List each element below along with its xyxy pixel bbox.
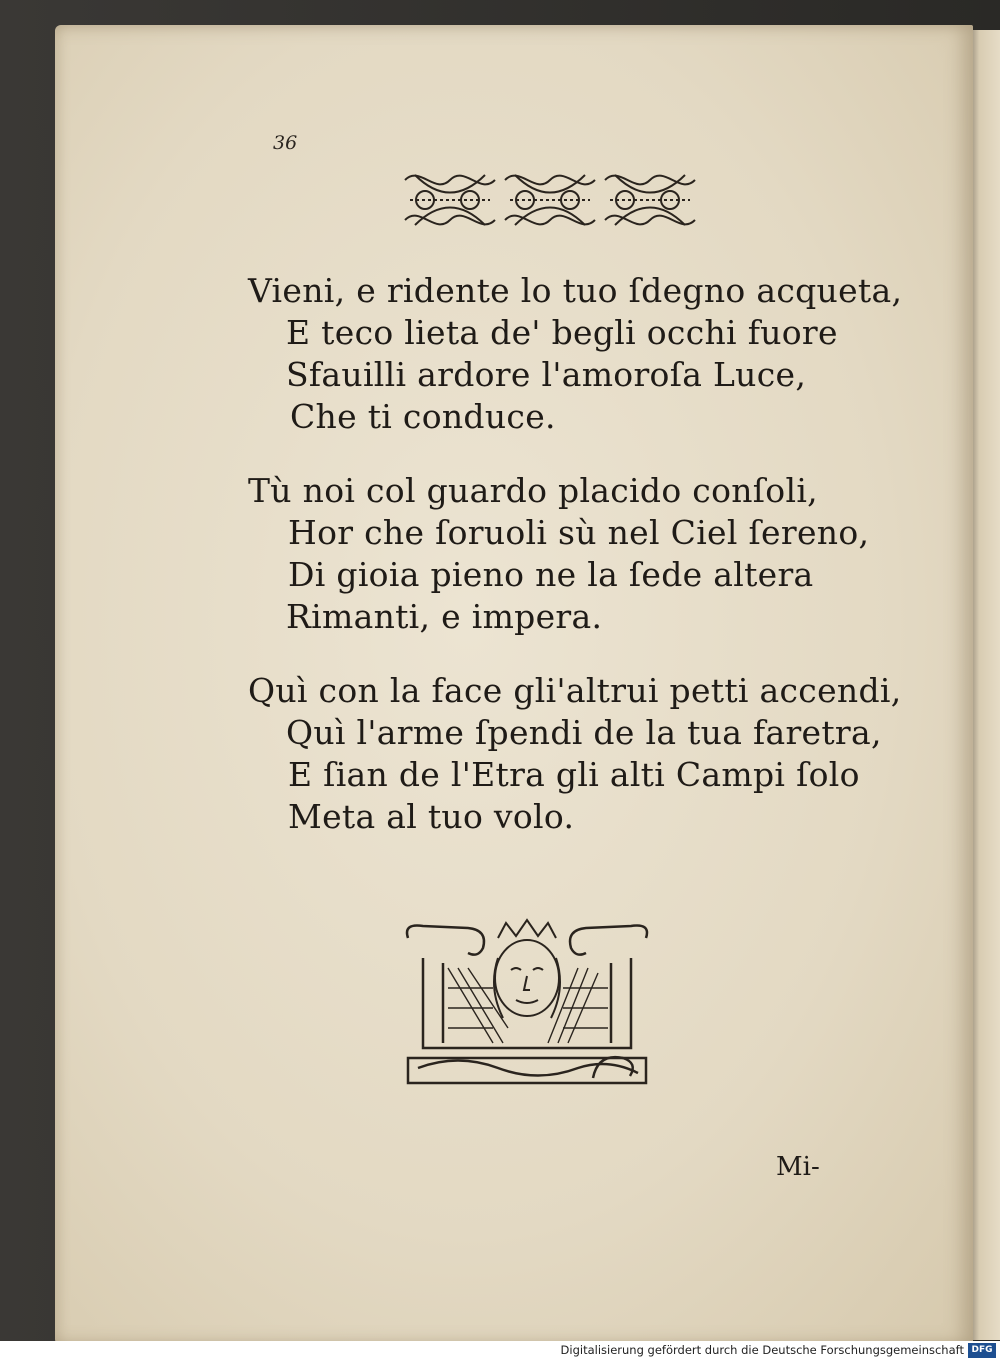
catchword: Mi- [776, 1152, 820, 1182]
poem-line: Hor che ſoruoli sù nel Ciel ſereno, [288, 513, 870, 552]
poem-line: Che ti conduce. [290, 397, 556, 436]
poem-line: Tù noi col guardo placido conſoli, [248, 471, 818, 510]
footer-credit: Digitalisierung gefördert durch die Deutsche Forschungsgemeinschaft [560, 1343, 964, 1357]
digitization-footer [0, 1341, 1000, 1361]
poem-line: E ſian de l'Etra gli alti Campi ſolo [288, 755, 860, 794]
ornamental-headpiece-icon [395, 160, 700, 240]
poem-line: Rimanti, e impera. [286, 597, 603, 636]
poem-line: Di gioia pieno ne la ſede altera [288, 555, 814, 594]
woodcut-tailpiece-icon [398, 918, 656, 1090]
page-number: 36 [273, 132, 298, 154]
poem-line: Quì l'arme ſpendi de la tua faretra, [286, 713, 882, 752]
poem-line: Quì con la face gli'altrui petti accendi, [248, 671, 902, 710]
poem-line: Sfauilli ardore l'amoroſa Luce, [286, 355, 807, 394]
poem-line: E teco lieta de' begli occhi fuore [286, 313, 838, 352]
poem-line: Meta al tuo volo. [288, 797, 575, 836]
poem-line: Vieni, e ridente lo tuo ſdegno acqueta, [248, 271, 903, 310]
dfg-logo-icon: DFG [968, 1343, 996, 1358]
